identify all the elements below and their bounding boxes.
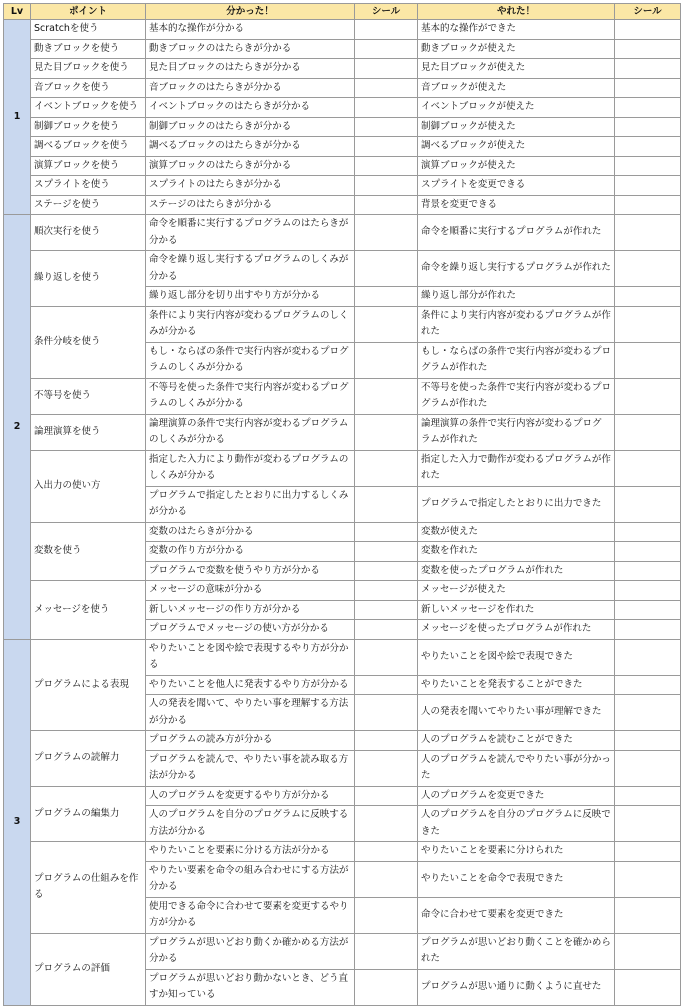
done-cell: 背景を変更できる [418,195,615,215]
seal-cell-done[interactable] [615,98,681,118]
table-row [4,842,681,862]
header-lv: Lv [4,4,31,20]
understood-cell: プログラムの読み方が分かる [146,731,355,751]
understood-cell: プログラムで指定したとおりに出力するしくみが分かる [146,486,355,522]
seal-cell-done[interactable] [615,542,681,562]
understood-cell: 新しいメッセージの作り方が分かる [146,600,355,620]
understood-cell: 基本的な操作が分かる [146,20,355,40]
understood-cell: 動きブロックのはたらきが分かる [146,39,355,59]
table-row [4,195,681,215]
understood-cell: 制御ブロックのはたらきが分かる [146,117,355,137]
understood-cell: 見た目ブロックのはたらきが分かる [146,59,355,79]
point-cell: プログラムによる表現 [31,639,146,731]
point-cell: 演算ブロックを使う [31,156,146,176]
seal-cell-done[interactable] [615,639,681,675]
seal-cell-understood[interactable] [355,306,418,342]
done-cell: やりたいことを図や絵で表現できた [418,639,615,675]
seal-cell-understood[interactable] [355,969,418,1005]
understood-cell: 演算ブロックのはたらきが分かる [146,156,355,176]
understood-cell: やりたいことを他人に発表するやり方が分かる [146,675,355,695]
understood-cell: 変数の作り方が分かる [146,542,355,562]
seal-cell-understood[interactable] [355,581,418,601]
seal-cell-understood[interactable] [355,639,418,675]
point-cell: 動きブロックを使う [31,39,146,59]
seal-cell-done[interactable] [615,215,681,251]
done-cell: 人のプログラムを読んでやりたい事が分かった [418,750,615,786]
seal-cell-done[interactable] [615,306,681,342]
done-cell: 動きブロックが使えた [418,39,615,59]
seal-cell-done[interactable] [615,581,681,601]
done-cell: やりたいことを発表することができた [418,675,615,695]
seal-cell-understood[interactable] [355,342,418,378]
seal-cell-understood[interactable] [355,195,418,215]
done-cell: 繰り返し部分が作れた [418,287,615,307]
understood-cell: もし・ならばの条件で実行内容が変わるプログラムのしくみが分かる [146,342,355,378]
understood-cell: 人の発表を聞いて、やりたい事を理解する方法が分かる [146,695,355,731]
seal-cell-understood[interactable] [355,78,418,98]
header-seal-done: シール [615,4,681,20]
table-row [4,59,681,79]
level-cell: 3 [4,639,31,1005]
seal-cell-done[interactable] [615,600,681,620]
understood-cell: やりたい要素を命令の組み合わせにする方法が分かる [146,861,355,897]
seal-cell-done[interactable] [615,156,681,176]
understood-cell: やりたいことを要素に分ける方法が分かる [146,842,355,862]
header-row [4,4,681,20]
seal-cell-understood[interactable] [355,486,418,522]
point-cell: 見た目ブロックを使う [31,59,146,79]
seal-cell-understood[interactable] [355,251,418,287]
table-row [4,98,681,118]
understood-cell: プログラムを読んで、やりたい事を読み取る方法が分かる [146,750,355,786]
seal-cell-understood[interactable] [355,750,418,786]
seal-cell-understood[interactable] [355,215,418,251]
table-row [4,522,681,542]
seal-cell-done[interactable] [615,806,681,842]
table-row [4,215,681,251]
understood-cell: プログラムでメッセージの使い方が分かる [146,620,355,640]
point-cell: プログラムの読解力 [31,731,146,787]
understood-cell: やりたいことを図や絵で表現するやり方が分かる [146,639,355,675]
done-cell: メッセージを使ったプログラムが作れた [418,620,615,640]
checklist-table [3,3,681,1006]
seal-cell-done[interactable] [615,486,681,522]
seal-cell-done[interactable] [615,861,681,897]
point-cell: メッセージを使う [31,581,146,640]
understood-cell: ステージのはたらきが分かる [146,195,355,215]
seal-cell-done[interactable] [615,342,681,378]
seal-cell-understood[interactable] [355,897,418,933]
seal-cell-understood[interactable] [355,176,418,196]
seal-cell-understood[interactable] [355,861,418,897]
seal-cell-done[interactable] [615,786,681,806]
seal-cell-understood[interactable] [355,933,418,969]
understood-cell: プログラムが思いどおり動くか確かめる方法が分かる [146,933,355,969]
point-cell: プログラムの編集力 [31,786,146,842]
table-row [4,251,681,287]
seal-cell-understood[interactable] [355,39,418,59]
understood-cell: 変数のはたらきが分かる [146,522,355,542]
seal-cell-understood[interactable] [355,20,418,40]
point-cell: 制御ブロックを使う [31,117,146,137]
header-done: やれた！ [418,4,615,20]
done-cell: 新しいメッセージを作れた [418,600,615,620]
seal-cell-understood[interactable] [355,59,418,79]
table-row [4,156,681,176]
done-cell: 調べるブロックが使えた [418,137,615,157]
level-cell: 1 [4,20,31,215]
table-row [4,450,681,486]
seal-cell-done[interactable] [615,59,681,79]
header-seal-understood: シール [355,4,418,20]
understood-cell: 繰り返し部分を切り出すやり方が分かる [146,287,355,307]
understood-cell: 人のプログラムを変更するやり方が分かる [146,786,355,806]
understood-cell: イベントブロックのはたらきが分かる [146,98,355,118]
point-cell: スプライトを使う [31,176,146,196]
seal-cell-done[interactable] [615,39,681,59]
seal-cell-understood[interactable] [355,842,418,862]
table-row [4,933,681,969]
point-cell: 不等号を使う [31,378,146,414]
seal-cell-understood[interactable] [355,620,418,640]
understood-cell: 調べるブロックのはたらきが分かる [146,137,355,157]
seal-cell-done[interactable] [615,675,681,695]
seal-cell-understood[interactable] [355,731,418,751]
done-cell: 人のプログラムを変更できた [418,786,615,806]
done-cell: プログラムで指定したとおりに出力できた [418,486,615,522]
seal-cell-understood[interactable] [355,450,418,486]
done-cell: イベントブロックが使えた [418,98,615,118]
done-cell: メッセージが使えた [418,581,615,601]
table-row [4,731,681,751]
table-row [4,78,681,98]
done-cell: もし・ならばの条件で実行内容が変わるプログラムが作れた [418,342,615,378]
seal-cell-understood[interactable] [355,522,418,542]
done-cell: 音ブロックが使えた [418,78,615,98]
table-row [4,306,681,342]
seal-cell-done[interactable] [615,20,681,40]
seal-cell-done[interactable] [615,378,681,414]
done-cell: 変数が使えた [418,522,615,542]
table-row [4,117,681,137]
point-cell: 論理演算を使う [31,414,146,450]
seal-cell-done[interactable] [615,450,681,486]
point-cell: 音ブロックを使う [31,78,146,98]
point-cell: 入出力の使い方 [31,450,146,522]
seal-cell-done[interactable] [615,750,681,786]
seal-cell-done[interactable] [615,969,681,1005]
done-cell: 変数を作れた [418,542,615,562]
done-cell: プログラムが思い通りに動くように直せた [418,969,615,1005]
point-cell: 条件分岐を使う [31,306,146,378]
point-cell: ステージを使う [31,195,146,215]
done-cell: 命令を繰り返し実行するプログラムが作れた [418,251,615,287]
understood-cell: 論理演算の条件で実行内容が変わるプログラムのしくみが分かる [146,414,355,450]
point-cell: プログラムの仕組みを作る [31,842,146,934]
seal-cell-understood[interactable] [355,156,418,176]
seal-cell-understood[interactable] [355,378,418,414]
table-row [4,39,681,59]
table-row [4,378,681,414]
done-cell: 人のプログラムを読むことができた [418,731,615,751]
understood-cell: 命令を順番に実行するプログラムのはたらきが分かる [146,215,355,251]
understood-cell: スプライトのはたらきが分かる [146,176,355,196]
seal-cell-understood[interactable] [355,600,418,620]
done-cell: 条件により実行内容が変わるプログラムが作れた [418,306,615,342]
done-cell: 人の発表を聞いてやりたい事が理解できた [418,695,615,731]
seal-cell-done[interactable] [615,137,681,157]
done-cell: 命令を順番に実行するプログラムが作れた [418,215,615,251]
done-cell: プログラムが思いどおり動くことを確かめられた [418,933,615,969]
done-cell: 論理演算の条件で実行内容が変わるプログラムが作れた [418,414,615,450]
seal-cell-understood[interactable] [355,287,418,307]
seal-cell-done[interactable] [615,897,681,933]
table-row [4,20,681,40]
seal-cell-understood[interactable] [355,675,418,695]
seal-cell-understood[interactable] [355,137,418,157]
seal-cell-done[interactable] [615,414,681,450]
point-cell: Scratchを使う [31,20,146,40]
seal-cell-done[interactable] [615,195,681,215]
point-cell: プログラムの評価 [31,933,146,1005]
understood-cell: プログラムが思いどおり動かないとき、どう直すか知っている [146,969,355,1005]
seal-cell-done[interactable] [615,695,681,731]
point-cell: イベントブロックを使う [31,98,146,118]
seal-cell-done[interactable] [615,620,681,640]
seal-cell-done[interactable] [615,117,681,137]
understood-cell: 人のプログラムを自分のプログラムに反映する方法が分かる [146,806,355,842]
understood-cell: プログラムで変数を使うやり方が分かる [146,561,355,581]
table-row [4,639,681,675]
done-cell: スプライトを変更できる [418,176,615,196]
seal-cell-done[interactable] [615,287,681,307]
understood-cell: 条件により実行内容が変わるプログラムのしくみが分かる [146,306,355,342]
seal-cell-done[interactable] [615,731,681,751]
done-cell: 変数を使ったプログラムが作れた [418,561,615,581]
table-row [4,414,681,450]
seal-cell-done[interactable] [615,842,681,862]
seal-cell-done[interactable] [615,522,681,542]
point-cell: 調べるブロックを使う [31,137,146,157]
table-row [4,581,681,601]
seal-cell-understood[interactable] [355,98,418,118]
table-row [4,786,681,806]
done-cell: 人のプログラムを自分のプログラムに反映できた [418,806,615,842]
point-cell: 変数を使う [31,522,146,581]
seal-cell-understood[interactable] [355,542,418,562]
point-cell: 繰り返しを使う [31,251,146,307]
seal-cell-done[interactable] [615,78,681,98]
understood-cell: 音ブロックのはたらきが分かる [146,78,355,98]
understood-cell: 指定した入力により動作が変わるプログラムのしくみが分かる [146,450,355,486]
table-row [4,137,681,157]
point-cell: 順次実行を使う [31,215,146,251]
done-cell: 見た目ブロックが使えた [418,59,615,79]
done-cell: やりたいことを要素に分けられた [418,842,615,862]
done-cell: 命令に合わせて要素を変更できた [418,897,615,933]
understood-cell: メッセージの意味が分かる [146,581,355,601]
seal-cell-done[interactable] [615,933,681,969]
seal-cell-done[interactable] [615,561,681,581]
done-cell: 指定した入力で動作が変わるプログラムが作れた [418,450,615,486]
seal-cell-understood[interactable] [355,561,418,581]
level-cell: 2 [4,215,31,640]
seal-cell-understood[interactable] [355,414,418,450]
understood-cell: 命令を繰り返し実行するプログラムのしくみが分かる [146,251,355,287]
header-understood: 分かった！ [146,4,355,20]
done-cell: 制御ブロックが使えた [418,117,615,137]
understood-cell: 使用できる命令に合わせて要素を変更するやり方が分かる [146,897,355,933]
done-cell: 不等号を使った条件で実行内容が変わるプログラムが作れた [418,378,615,414]
seal-cell-done[interactable] [615,176,681,196]
header-point: ポイント [31,4,146,20]
understood-cell: 不等号を使った条件で実行内容が変わるプログラムのしくみが分かる [146,378,355,414]
seal-cell-done[interactable] [615,251,681,287]
seal-cell-understood[interactable] [355,117,418,137]
done-cell: 基本的な操作ができた [418,20,615,40]
done-cell: 演算ブロックが使えた [418,156,615,176]
seal-cell-understood[interactable] [355,786,418,806]
seal-cell-understood[interactable] [355,806,418,842]
done-cell: やりたいことを命令で表現できた [418,861,615,897]
table-row [4,176,681,196]
seal-cell-understood[interactable] [355,695,418,731]
